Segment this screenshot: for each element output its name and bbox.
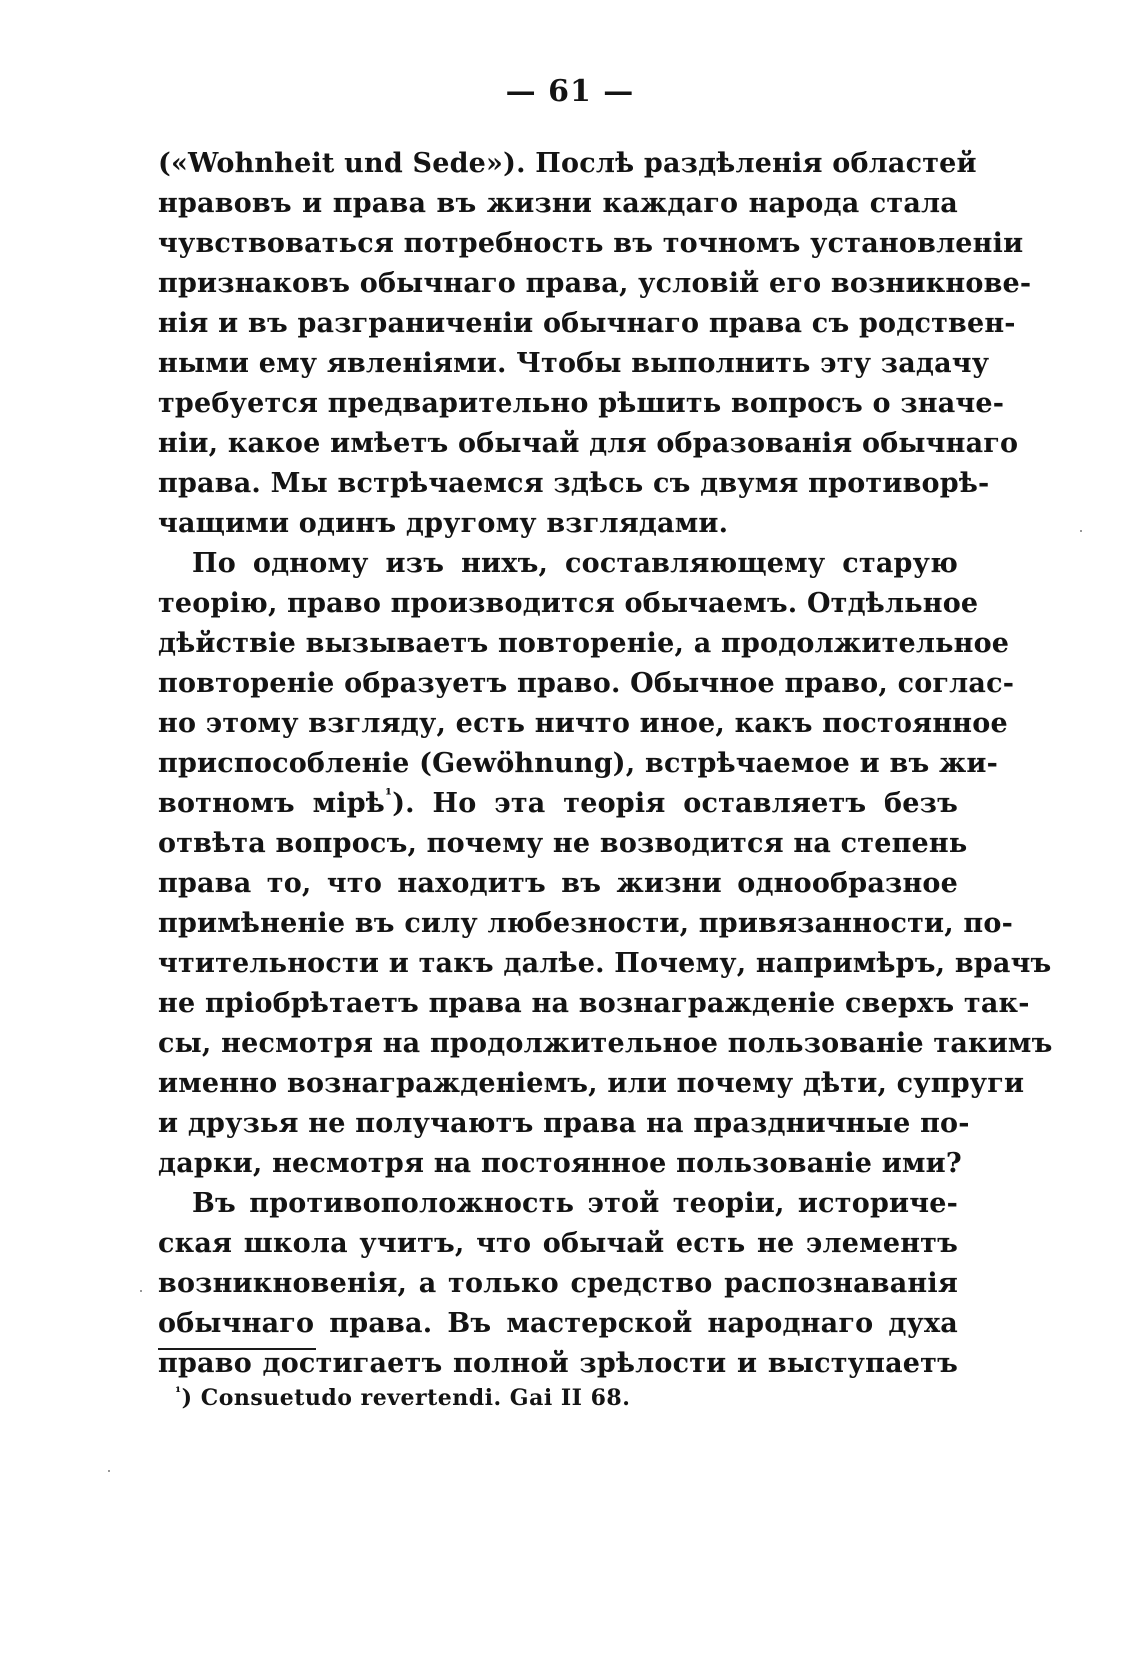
scan-speck bbox=[108, 1470, 110, 1472]
line-text: сы, несмотря на продолжительное пользованіе такимъ bbox=[158, 1028, 1053, 1059]
text-line bbox=[158, 1064, 1025, 1104]
text-line bbox=[158, 1224, 958, 1264]
line-text: теорію, право производится обычаемъ. Отдѣльное bbox=[158, 588, 979, 619]
text-line bbox=[158, 1344, 958, 1384]
line-text: не пріобрѣтаетъ права на вознагражденіе сверхъ так- bbox=[158, 988, 1030, 1019]
line-text: дарки, несмотря на постоянное пользованіе ими? bbox=[158, 1148, 962, 1179]
line-text: именно вознагражденіемъ, или почему дѣти, супруги bbox=[158, 1068, 1025, 1099]
paragraph bbox=[158, 1184, 958, 1384]
line-text: но этому взгляду, есть ничто иное, какъ постоянное bbox=[158, 708, 1008, 739]
text-line bbox=[158, 424, 1019, 464]
line-text: чтительности и такъ далѣе. Почему, напримѣръ, врачъ bbox=[158, 948, 1052, 979]
line-text: права то, что находитъ въ жизни однообразное bbox=[158, 868, 958, 899]
line-text: нія и въ разграниченіи обычнаго права съ родствен- bbox=[158, 308, 1016, 339]
text-line bbox=[158, 464, 990, 504]
text-line bbox=[158, 1184, 958, 1224]
text-line bbox=[158, 544, 958, 584]
footnote-mark: ¹ bbox=[175, 1385, 182, 1401]
paragraph bbox=[158, 544, 1053, 1184]
text-line bbox=[158, 824, 968, 864]
text-line bbox=[158, 1024, 1053, 1064]
text-line bbox=[158, 864, 958, 904]
footnote-text: ) Consuetudo revertendi. Gai II 68. bbox=[181, 1385, 631, 1411]
line-text: Въ противоположность этой теоріи, историче- bbox=[192, 1188, 958, 1219]
line-text: признаковъ обычнаго права, условій его возникнове- bbox=[158, 268, 1032, 299]
text-line bbox=[158, 984, 1030, 1024]
text-line bbox=[158, 744, 999, 784]
line-text: дѣйствіе вызываетъ повтореніе, а продолжительное bbox=[158, 628, 1010, 659]
line-text: примѣненіе въ силу любезности, привязанности, по- bbox=[158, 908, 1014, 939]
text-line bbox=[158, 704, 1008, 744]
text-line bbox=[158, 384, 1005, 424]
text-line bbox=[158, 1264, 958, 1304]
scan-speck bbox=[1080, 530, 1082, 532]
line-text: По одному изъ нихъ, составляющему старую bbox=[192, 548, 958, 579]
text-line bbox=[158, 184, 958, 224]
body-text bbox=[158, 144, 1053, 1384]
line-text: отвѣта вопросъ, почему не возводится на степень bbox=[158, 828, 968, 859]
text-line bbox=[158, 1304, 958, 1344]
line-text: ская школа учитъ, что обычай есть не элементъ bbox=[158, 1228, 958, 1259]
text-line bbox=[158, 624, 1010, 664]
text-line bbox=[158, 944, 1052, 984]
line-text: ). Но эта теорія оставляетъ безъ bbox=[392, 788, 958, 819]
line-text: требуется предварительно рѣшить вопросъ о значе- bbox=[158, 388, 1005, 419]
line-text: чувствоваться потребность въ точномъ установленіи bbox=[158, 228, 1024, 259]
footnote bbox=[175, 1385, 630, 1411]
scan-speck bbox=[140, 1290, 142, 1292]
line-text: повтореніе образуетъ право. Обычное право, соглас- bbox=[158, 668, 1015, 699]
line-text: вотномъ мірѣ bbox=[158, 788, 385, 819]
line-text: приспособленіе (Gewöhnung), встрѣчаемое и въ жи- bbox=[158, 748, 999, 779]
line-text: и друзья не получаютъ права на праздничные по- bbox=[158, 1108, 970, 1139]
text-line bbox=[158, 664, 1015, 704]
text-line bbox=[158, 304, 1016, 344]
text-line bbox=[158, 344, 990, 384]
line-text: чащими одинъ другому взглядами. bbox=[158, 508, 729, 539]
text-line bbox=[158, 904, 1014, 944]
footnote-reference[interactable]: ¹ bbox=[384, 785, 393, 804]
text-line bbox=[158, 584, 979, 624]
line-text: ными ему явленіями. Чтобы выполнить эту задачу bbox=[158, 348, 990, 379]
text-line bbox=[158, 1144, 962, 1184]
text-line bbox=[158, 784, 958, 824]
line-text: возникновенія, а только средство распознаванія bbox=[158, 1268, 958, 1299]
text-line bbox=[158, 1104, 970, 1144]
line-text: права. Мы встрѣчаемся здѣсь съ двумя противорѣ- bbox=[158, 468, 990, 499]
text-line bbox=[158, 224, 1024, 264]
line-text: ніи, какое имѣетъ обычай для образованія обычнаго bbox=[158, 428, 1019, 459]
text-line bbox=[158, 144, 977, 184]
line-text: право достигаетъ полной зрѣлости и выступаетъ bbox=[158, 1348, 958, 1379]
page-number: — 61 — bbox=[505, 74, 635, 109]
line-text: обычнаго права. Въ мастерской народнаго духа bbox=[158, 1308, 958, 1339]
paragraph bbox=[158, 144, 1032, 544]
line-text: нравовъ и права въ жизни каждаго народа стала bbox=[158, 188, 958, 219]
line-text: («Wohnheit und Sede»). Послѣ раздѣленія областей bbox=[158, 148, 977, 179]
text-line bbox=[158, 264, 1032, 304]
text-line bbox=[158, 504, 958, 544]
footnote-divider bbox=[158, 1348, 316, 1350]
